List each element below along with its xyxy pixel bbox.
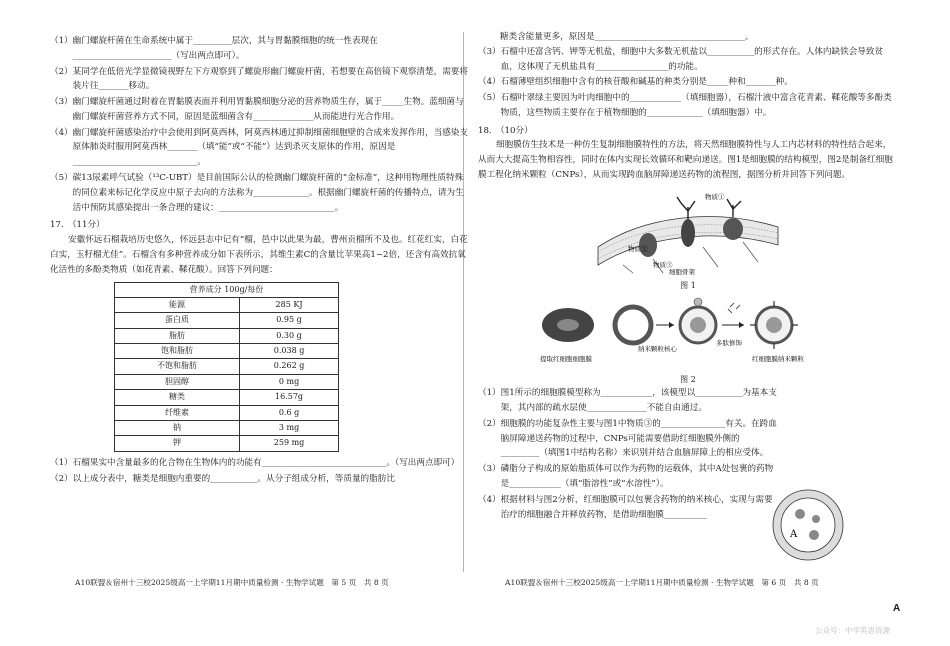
sub-question-text: 幽门螺旋杆菌通过附着在胃黏膜表面并利用胃黏膜细胞分泌的营养物质生存，属于_____生物。蓝细菌与幽门螺旋杆菌营养方式不同，原因是蓝细菌含有______________从而能进行光合作用。: [72, 97, 464, 122]
nutrient-value: 285 KJ: [240, 297, 339, 312]
nutrition-row: [115, 359, 339, 374]
sub-question-number: （1）: [478, 388, 501, 399]
sub-question-number: （4）: [478, 77, 501, 88]
nutrition-row: [115, 421, 339, 436]
sub-question-text: 幽门螺旋杆菌在生命系统中属于_________层次，其与胃黏膜细胞的统一性表现在_______________________（写出两点即可）。: [72, 36, 378, 61]
nutrient-name: 不饱和脂肪: [115, 359, 240, 374]
label-substance-2: 物质②: [628, 244, 648, 253]
sub-question-number: （2）: [50, 473, 73, 484]
nutrient-value: 0.30 g: [240, 328, 339, 343]
nutrition-table-header: 营养成分 100g/每份: [115, 282, 339, 297]
nutrient-value: 0 mg: [240, 374, 339, 389]
nanoparticle-core-small: [694, 298, 702, 306]
nutrient-name: 钠: [115, 421, 240, 436]
membrane-vesicle: [615, 307, 651, 343]
liposome-label-a: A: [790, 529, 798, 540]
sub-question-number: （3）: [478, 46, 501, 57]
label-substance-1: 物质①: [705, 192, 725, 201]
nutrition-row: [115, 297, 339, 312]
label-cytoskeleton: 细胞骨架: [669, 267, 695, 275]
sub-question: [50, 95, 470, 125]
q16-subquestions: [50, 34, 470, 215]
sub-question-number: （3）: [478, 464, 501, 475]
sub-question-text: 磷脂分子构成的原始脂质体可以作为药物的运载体，其中A处包裹的药物是____________（填“脂溶性”或“水溶性”）。: [500, 464, 774, 489]
nutrient-value: 16.57g: [240, 390, 339, 405]
sub-question-text: 石榴中还富含钙、钾等无机盐，细胞中大多数无机盐以___________的形式存在。人体内缺铁会导致贫血，这体现了无机盐具有_________________的功能。: [500, 46, 884, 72]
nutrient-value: 259 mg: [240, 436, 339, 451]
nutrition-row: [115, 405, 339, 420]
nutrient-name: 饱和脂肪: [115, 344, 240, 359]
q18-heading: 18. （10分）: [478, 125, 533, 136]
nutrient-value: 0.95 g: [240, 313, 339, 328]
liposome-figure: [770, 487, 846, 563]
sub-question-number: （1）: [50, 457, 73, 468]
label-rbc-membrane-nanoparticle: 红细胞膜纳米颗粒: [752, 354, 804, 363]
sub-question: [478, 386, 778, 416]
sub-question-number: （3）: [50, 97, 73, 108]
drug-particle: [795, 509, 805, 519]
sub-question-number: （5）: [478, 93, 501, 104]
nutrition-row: [115, 374, 339, 389]
membrane-protein: [681, 219, 695, 247]
label-peptide-modification: 多肽修饰: [716, 338, 742, 347]
sub-question-text: 碳13尿素呼气试验（¹³C-UBT）是目前国际公认的检测幽门螺旋杆菌的“金标准”，这种用物理性质特殊的同位素来标记化学反应中原子去向的方法称为_____________。根据幽门螺旋杆菌的传播特点，请为生活中预防其感染提出一条合理的建议：___________________________。: [72, 173, 464, 213]
label-substance-3: 物质③: [653, 260, 673, 269]
nutrition-row: [115, 328, 339, 343]
figure-2-caption: 图 2: [680, 374, 696, 384]
nutrition-row: [115, 344, 339, 359]
q17-heading: 17. （11分）: [50, 220, 105, 231]
label-nanoparticle-core: 纳米颗粒核心: [638, 344, 677, 353]
nutrient-value: 0.262 g: [240, 359, 339, 374]
sub-question-number: （4）: [478, 494, 501, 505]
drug-particle: [809, 530, 819, 540]
nutrition-row: [115, 313, 339, 328]
nutrient-name: 纤维素: [115, 405, 240, 420]
nutrient-name: 脂肪: [115, 328, 240, 343]
sub-question: [50, 126, 470, 170]
nutrition-row: [115, 436, 339, 451]
nutrient-value: 0.038 g: [240, 344, 339, 359]
corner-mark: A: [893, 603, 901, 614]
sub-question-number: （2）: [478, 418, 501, 429]
glycoprotein-chain: [677, 197, 695, 219]
nutrition-table: [114, 282, 339, 452]
figure-2-cnp-flow: [538, 297, 838, 369]
sub-question-number: （5）: [50, 173, 73, 184]
liposome-inner-core: [781, 498, 835, 552]
nutrient-name: 能源: [115, 297, 240, 312]
drug-particle: [812, 515, 820, 523]
glycoprotein-chain: [727, 199, 741, 217]
sub-question: [478, 45, 898, 75]
sub-question: [478, 462, 778, 492]
nutrient-name: 钾: [115, 436, 240, 451]
sub-question-number: （4）: [50, 127, 73, 138]
nutrition-row: [115, 390, 339, 405]
sub-question-number: （1）: [50, 36, 73, 46]
nutrient-name: 胆固醇: [115, 374, 240, 389]
nutrient-name: 糖类: [115, 390, 240, 405]
rbc-nanoparticle-core: [766, 317, 782, 333]
sub-question: [478, 493, 778, 523]
label-extract-rbc-membrane: 提取红细胞细胞膜: [540, 354, 592, 363]
nanoparticle-core: [690, 317, 706, 333]
page-6-footer: A10联盟＆宿州十三校2025级高一上学期11月期中质量检测 · 生物学试题 第 6 页 共 8 页: [505, 578, 819, 587]
page-5-footer: A10联盟＆宿州十三校2025级高一上学期11月期中质量检测 · 生物学试题 第 5 页 共 8 页: [75, 578, 389, 587]
sub-question: [50, 34, 470, 64]
sub-question-text: 石榴薄壁组织细胞中含有的核苷酸和碱基的种类分别是_____种和_______种。: [500, 77, 793, 88]
q18-subquestions: [478, 386, 778, 522]
sub-question: [50, 472, 470, 487]
q17-subquestions: [50, 456, 470, 487]
sub-question-number: （2）: [50, 66, 73, 77]
sub-question: [50, 171, 470, 215]
q17-intro: 安徽怀远石榴栽培历史悠久，怀远县志中记有“榴，邑中以此果为最，曹州贡榴所不及也。红花红实，白花白实，玉籽榴尤佳”。石榴含有多种营养成分如下表所示，其维生素C的含量比苹果高1~2倍，还含有高效抗氧化活性的多酚类物质（如花青素、鞣花酸）。回答下列问题：: [50, 235, 468, 275]
sub-question: [50, 65, 470, 95]
sub-question-text: 以上成分表中，糖类是细胞内重要的___________。从分子组成分析，等质量的脂肪比: [72, 473, 395, 484]
watermark-text: 公众号：中学英语资源: [815, 626, 890, 635]
figure-1-membrane-model: [593, 187, 783, 275]
q18-intro: 细胞膜仿生技术是一种仿生复制细胞膜特性的方法，将天然细胞膜特性与人工内芯材料的特性结合起来，从而大大提高生物相容性，同时在体内实现长效循环和靶向递送。图1是细胞膜的结构模型，图2是制备红细胞膜工程化纳米颗粒（CNPs），从而实现跨血脑屏障递送药物的流程图，据图分析并回答下列问题。: [478, 140, 893, 181]
arrow-1-head: [669, 322, 674, 328]
sub-question-text: 细胞膜的功能复杂性主要与图1中物质③的_______________有关。在跨血脑屏障递送药物的过程中，CNPs可能需要借助红细胞膜外侧的_________（填图1中结构名称）来识别并结合血脑屏障上的相应受体。: [500, 418, 777, 459]
arrow-2-head: [739, 322, 744, 328]
sub-question-text: 根据材料与图2分析，红细胞膜可以包裹含药物的纳米核心，实现与需要治疗的细胞融合并释放药物，是借助细胞膜__________: [500, 494, 773, 520]
sub-question-text: 某同学在低倍光学显微镜视野左下方观察到了螺旋形幽门螺旋杆菌，若想要在高倍镜下观察清楚，需要将装片往_______移动。: [72, 66, 468, 92]
q17-continuation: 糖类含能量更多，原因是___________________________________。: [500, 32, 754, 42]
nutrient-value: 0.6 g: [240, 405, 339, 420]
left-column: [50, 34, 470, 487]
sub-question-text: 石榴叶翠绿主要因为叶肉细胞中的____________（填细胞器），石榴汁液中富含花青素、鞣花酸等多酚类物质，这些物质主要存在于植物细胞的_____________（填细胞器）中。: [500, 93, 892, 118]
nutrient-value: 3 mg: [240, 421, 339, 436]
red-blood-cell-center: [557, 319, 579, 331]
sub-question-text: 石榴果实中含量最多的化合物在生物体内的功能有_____________________________。（写出两点即可）: [72, 457, 460, 468]
sub-question: [478, 91, 898, 121]
sub-question-text: 图1所示的细胞膜模型称为____________，该模型以___________为基本支架，其内部的疏水层使______________不能自由通过。: [500, 388, 777, 414]
figure-1-caption: 图 1: [680, 280, 696, 290]
sub-question: [50, 456, 470, 471]
peptide-marks: [728, 303, 740, 313]
sub-question: [478, 417, 778, 461]
sub-question: [478, 75, 898, 90]
q17-subquestions-cont: [478, 45, 898, 121]
membrane-protein: [723, 218, 743, 240]
right-column: [478, 30, 898, 523]
sub-question-text: 幽门螺旋杆菌感染治疗中会使用到阿莫西林，阿莫西林通过抑制细菌细胞壁的合成来发挥作用，当感染支原体肺炎时服用阿莫西林_______（填“能”或“不能”）达到杀灭支原体的作用，原因是_____________________________。: [72, 127, 468, 168]
nutrient-name: 蛋白质: [115, 313, 240, 328]
